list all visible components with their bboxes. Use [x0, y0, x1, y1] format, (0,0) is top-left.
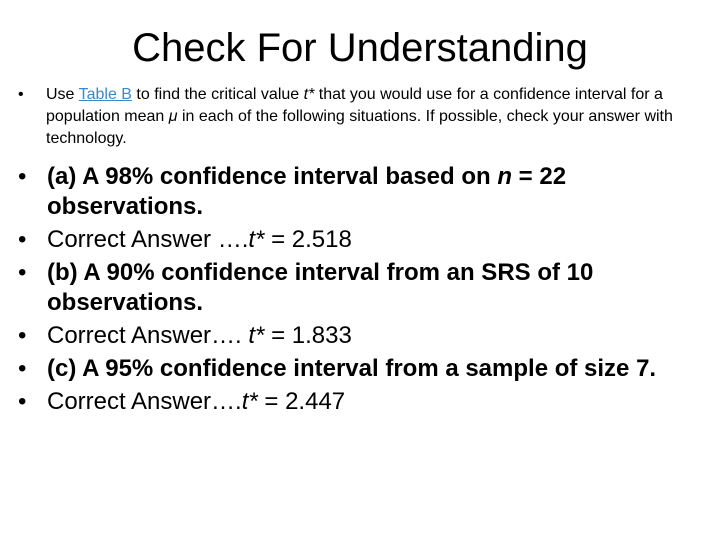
n-symbol: n: [497, 163, 513, 190]
question-b: [18, 258, 718, 318]
question-list: [18, 162, 718, 420]
answer-a-pre: Correct Answer ….: [47, 226, 249, 253]
bullet-dot: •: [18, 259, 27, 286]
intro-text-mid1: to find the critical value: [131, 86, 304, 103]
question-a-pre: (a) A 98% confidence interval based on: [47, 163, 498, 190]
question-c-text: (c) A 95% confidence interval from a sample of size 7.: [47, 355, 657, 382]
slide-title: Check For Understanding: [132, 26, 588, 70]
table-b-link[interactable]: Table B: [78, 86, 132, 103]
answer-b-value: = 1.833: [264, 322, 352, 349]
t-star-symbol: t*: [248, 226, 265, 253]
question-c: [18, 354, 718, 384]
intro-text-post: in each of the following situations. If possible, check your answer with technology.: [46, 108, 673, 147]
answer-a: [18, 225, 718, 255]
question-a-post: = 22 observations.: [47, 163, 567, 220]
answer-b: [18, 321, 718, 351]
answer-c: [18, 387, 718, 417]
intro-paragraph: [18, 84, 714, 150]
intro-text: [46, 84, 714, 150]
answer-c-pre: Correct Answer….: [47, 388, 242, 415]
mu-symbol: μ: [168, 108, 178, 125]
t-star-symbol: t*: [241, 388, 258, 415]
intro-text-pre: Use: [46, 86, 79, 103]
question-a: [18, 162, 718, 222]
answer-a-value: = 2.518: [264, 226, 352, 253]
answer-b-pre: Correct Answer….: [47, 322, 249, 349]
bullet-dot: •: [18, 322, 27, 349]
bullet-dot: •: [18, 163, 27, 190]
bullet-dot: •: [18, 226, 27, 253]
answer-c-text: [47, 387, 345, 417]
answer-c-value: = 2.447: [257, 388, 346, 415]
t-star-symbol: t*: [248, 322, 265, 349]
answer-a-text: [47, 225, 352, 255]
t-star-symbol: t*: [303, 86, 315, 103]
bullet-dot: •: [18, 86, 24, 103]
question-a-text: [47, 162, 718, 222]
answer-b-text: [47, 321, 352, 351]
intro-text-mid2: that you would use for a confidence interval for a population mean: [46, 86, 663, 125]
bullet-dot: •: [18, 388, 27, 415]
question-b-text: (b) A 90% confidence interval from an SRS of 10 observations.: [47, 259, 594, 316]
bullet-dot: •: [18, 355, 27, 382]
